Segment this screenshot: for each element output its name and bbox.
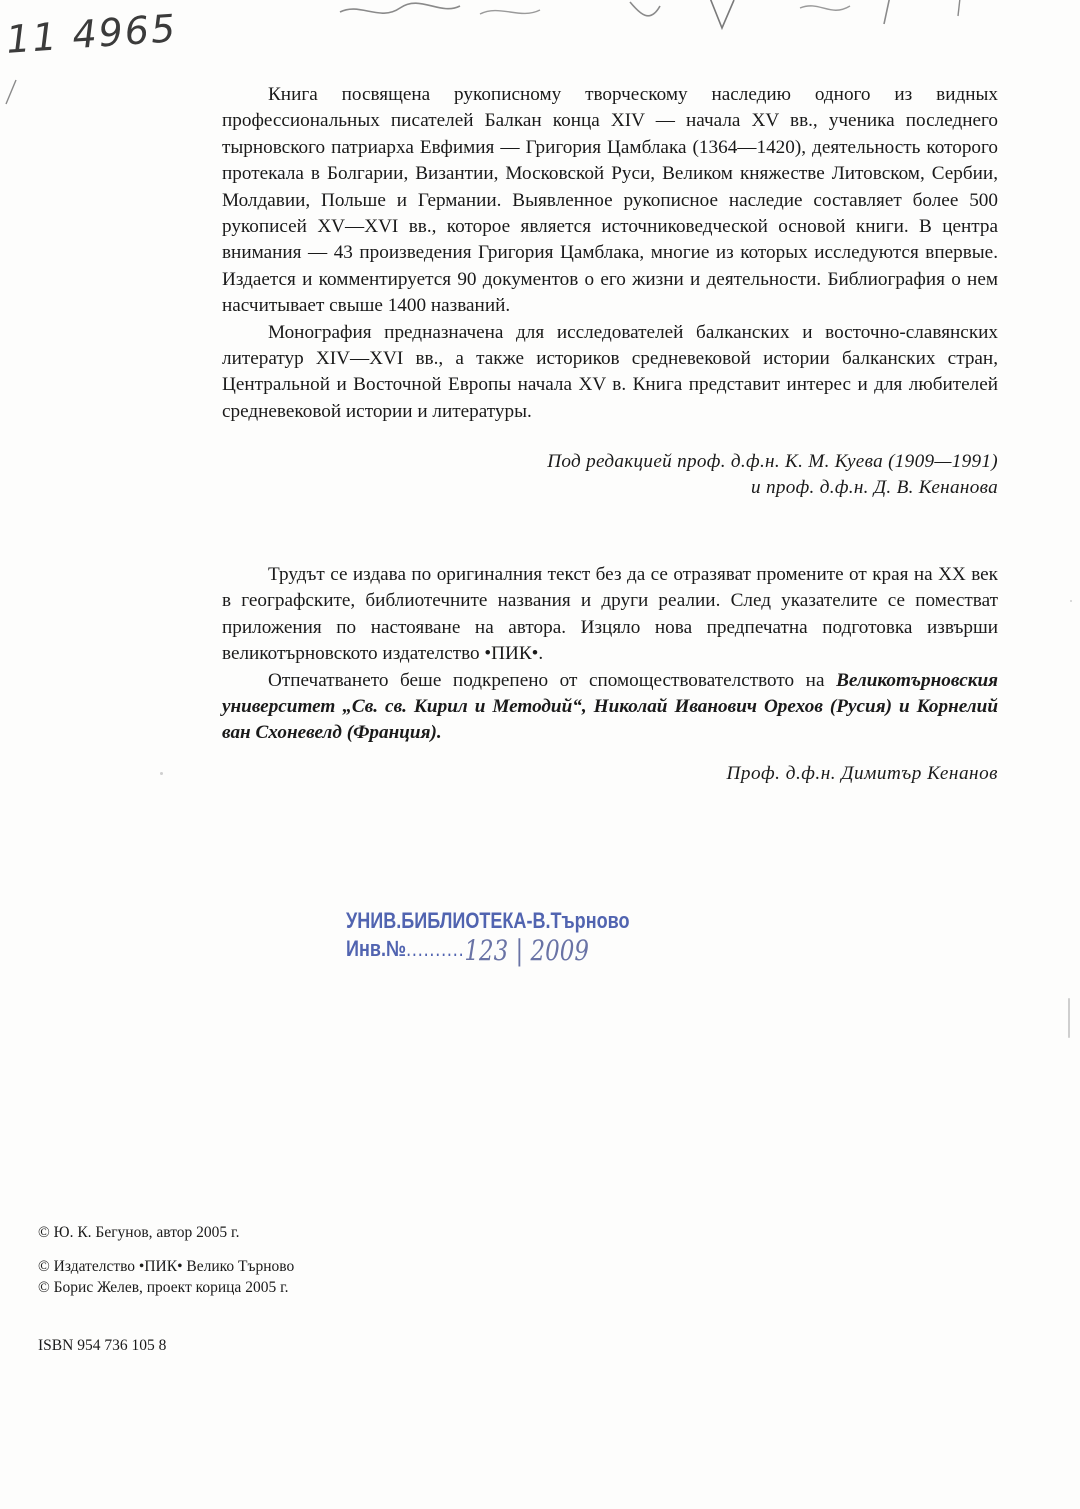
book-summary [222, 82, 998, 425]
paper-speck [1070, 600, 1072, 602]
note-paragraph-sponsors [222, 668, 998, 747]
copyright-author: © Ю. К. Бегунов, автор 2005 г. [38, 1224, 240, 1241]
paper-speck [160, 772, 163, 775]
stamp-inv-value: 123 | 2009 [464, 934, 589, 967]
copyright-publisher: © Издателство •ПИК• Велико Търново [38, 1258, 295, 1275]
sponsors-names: Великотърновския университет „Св. св. Кирил и Методий“, Николай Иванович Орехов (Русия) и Корнелий ван Схоневелд (Франция). [222, 669, 998, 744]
stamp-library-name: УНИВ.БИБЛИОТЕКА-В.Търново [346, 908, 630, 933]
library-stamp [346, 908, 630, 967]
stamp-inv-dots: .......... [406, 936, 465, 961]
editor-line: и проф. д.ф.н. Д. В. Кенанова [750, 477, 998, 499]
sponsors-lead: Отпечатването беше подкрепено от спомоществователството на [268, 669, 837, 691]
summary-paragraph: Монография предназначена для исследователей балканских и восточно-славянских литератур XIV—XVI вв., а также историков средневековой истории балканских стран, Центральной и Восточной Европы начала XV в. Книга представит интерес и для любителей средневековой истории и литературы. [222, 321, 998, 422]
signature: Проф. д.ф.н. Димитър Кенанов [726, 763, 998, 784]
note-paragraph: Трудът се издава по оригиналния текст без да се отразяват промените от края на XX век в географските, библиотечните названия и други реалии. След указателите се поместват приложения по настояване на автора. Изцяло нова предпечатна подготовка извърши великотърновското издателство •ПИК•. [222, 564, 998, 665]
editors-credit [547, 449, 998, 502]
stamp-inv-label: Инв.№ [346, 936, 407, 961]
copyright-cover: © Борис Желев, проект корица 2005 г. [38, 1279, 289, 1296]
handwritten-tick-icon [2, 78, 22, 108]
publisher-note [222, 562, 998, 747]
handwritten-scribble-icon [330, 0, 990, 34]
paper-speck [1068, 998, 1070, 1038]
editor-line: Под редакцией проф. д.ф.н. К. М. Куева (1909—1991) [547, 451, 998, 472]
handwritten-inventory-number: 11 4965 [4, 6, 179, 62]
stamp-inventory-row [346, 934, 629, 967]
isbn: ISBN 954 736 105 8 [38, 1337, 167, 1354]
summary-paragraph: Книга посвящена рукописному творческому наследию одного из видных профессиональных писателей Балкан конца XIV — начала XV вв., ученика последнего тырновского патриарха Евфимия — Григория Цамблака (1364—1420), деятельность которого протекала в Болгарии, Византии, Московской Руси, Великом княжестве Литовском, Сербии, Молдавии, Польше и Германии. Выявленное рукописное наследие составляет более 500 рукописей XV—XVI вв., которое является источниковедческой основой книги. В центра внимания — 43 произведения Григория Цамблака, многие из которых исследуются впервые. Издается и комментируется 90 документов о его жизни и деятельности. Библиография о нем насчитывает свыше 1400 названий. [222, 84, 998, 317]
